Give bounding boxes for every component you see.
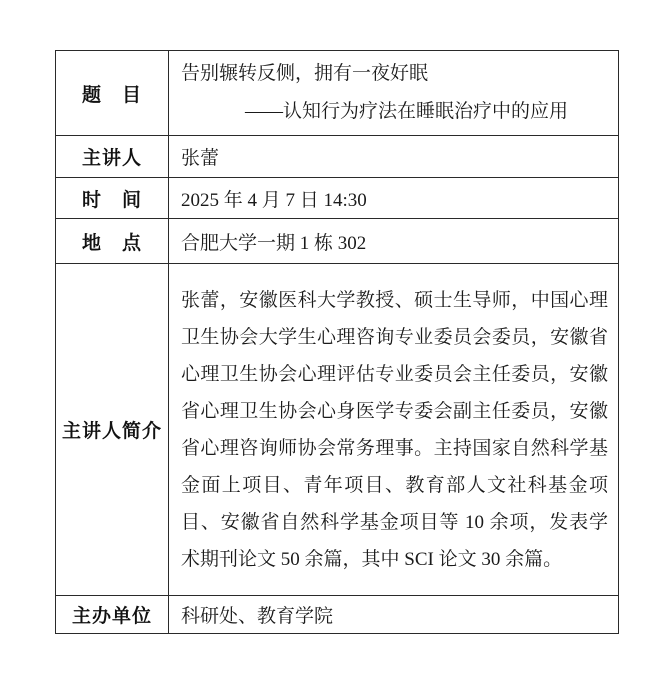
row-label-host: 主办单位 — [56, 596, 169, 634]
cell-bio — [169, 264, 619, 596]
table-row-time — [56, 178, 619, 219]
cell-time: 2025 年 4 月 7 日 14:30 — [169, 178, 619, 219]
lecture-title-line1: 告别辗转反侧，拥有一夜好眠 — [181, 63, 429, 84]
row-label-bio: 主讲人简介 — [56, 264, 169, 596]
table-row-host — [56, 596, 619, 634]
lecture-info-table — [55, 50, 619, 634]
row-label-title: 题 目 — [56, 51, 169, 136]
row-label-speaker: 主讲人 — [56, 136, 169, 178]
lecture-title-line2: ——认知行为疗法在睡眠治疗中的应用 — [245, 101, 569, 122]
table-row-speaker — [56, 136, 619, 178]
table-row-bio — [56, 264, 619, 596]
table-row-place — [56, 219, 619, 264]
row-label-time: 时 间 — [56, 178, 169, 219]
cell-title — [169, 51, 619, 136]
cell-host: 科研处、教育学院 — [169, 596, 619, 634]
row-label-place: 地 点 — [56, 219, 169, 264]
speaker-bio-text: 张蕾，安徽医科大学教授、硕士生导师，中国心理卫生协会大学生心理咨询专业委员会委员，安徽省心理卫生协会心理评估专业委员会主任委员，安徽省心理卫生协会心身医学专委会副主任委员，安徽省心理咨询师协会常务理事。主持国家自然科学基金面上项目、青年项目、教育部人文社科基金项目、安徽省自然科学基金项目等 10 余项，发表学术期刊论文 50 余篇，其中 SCI 论文 30 余篇。 — [181, 289, 608, 570]
table-row-title — [56, 51, 619, 136]
cell-place: 合肥大学一期 1 栋 302 — [169, 219, 619, 264]
cell-speaker: 张蕾 — [169, 136, 619, 178]
